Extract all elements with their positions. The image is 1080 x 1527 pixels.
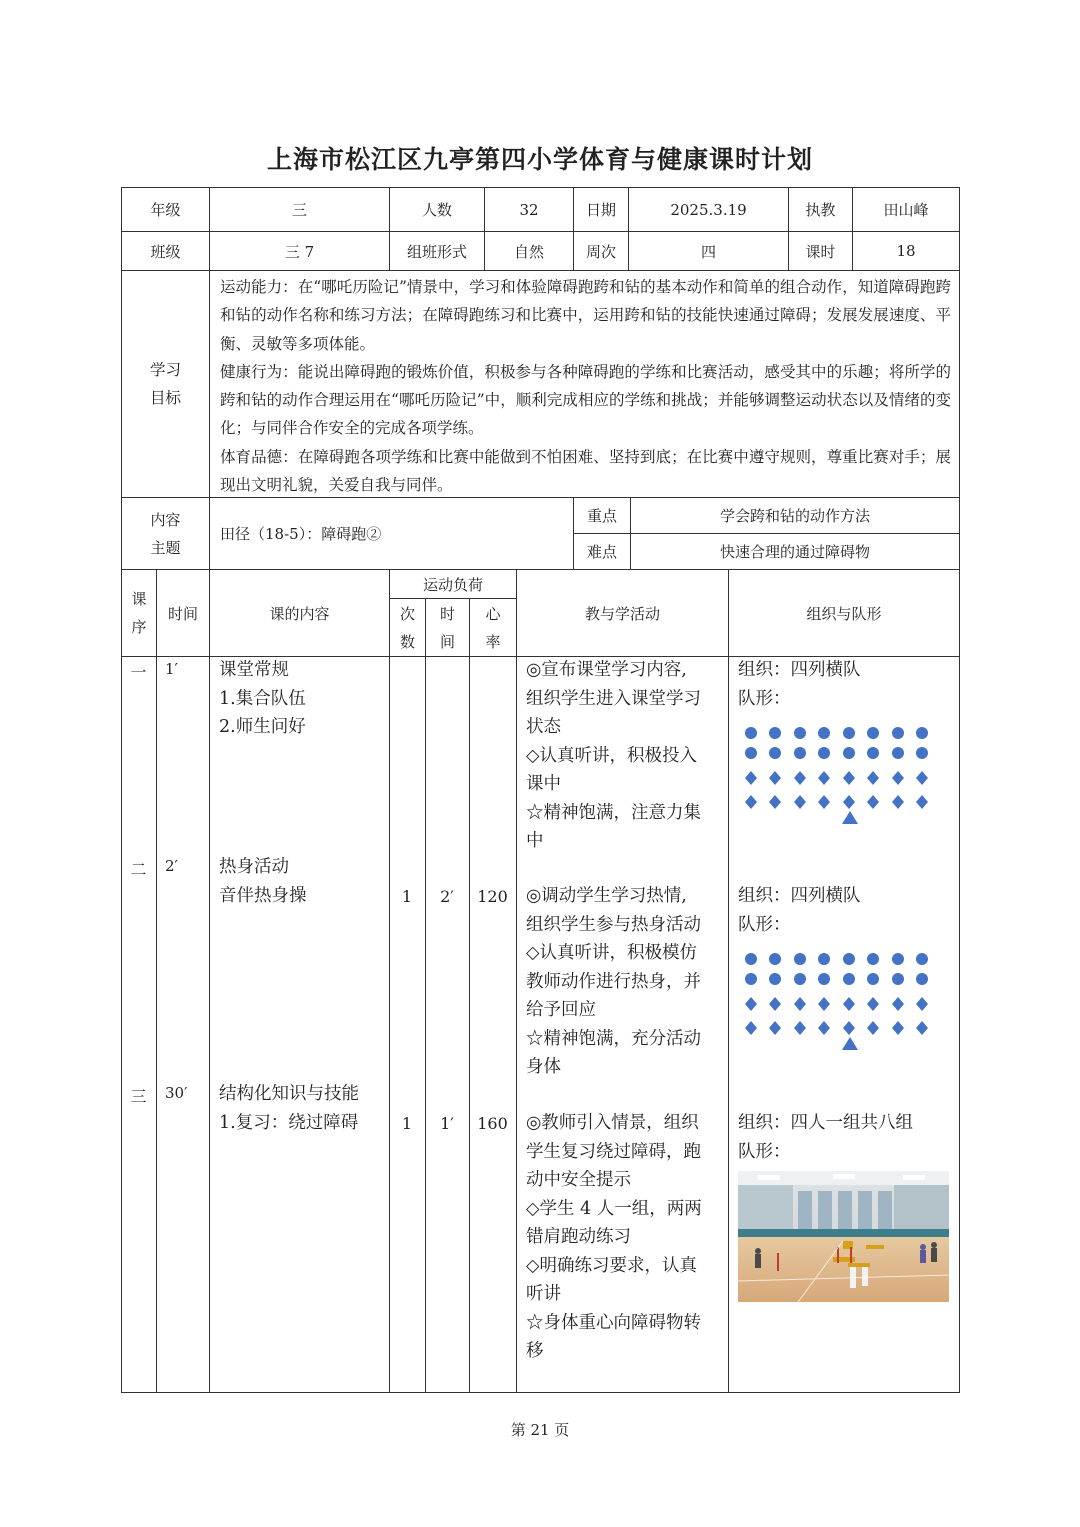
formation-marker	[769, 747, 781, 759]
difficulty-label: 难点	[573, 533, 630, 569]
section-3-seq: 三	[130, 1087, 147, 1106]
formation-marker	[794, 997, 806, 1011]
formation-marker	[769, 727, 781, 739]
formation-diagram-1	[741, 722, 941, 842]
topic-value: 田径（18-5）：障碍跑②	[209, 497, 573, 569]
formation-marker	[769, 771, 781, 785]
key-point-value: 学会跨和钻的动作方法	[630, 497, 960, 533]
formation-marker	[745, 953, 757, 965]
formation-marker	[818, 771, 830, 785]
section-2-time: 2′	[165, 857, 178, 875]
formation-marker	[818, 747, 830, 759]
section-3-activities: ◎教师引入情景，组织 学生复习绕过障碍，跑 动中安全提示 ◇学生 4 人一组，两两 错肩跑动练习 ◇明确练习要求，认真 听讲 ☆身体重心向障碍物转 移	[526, 1113, 702, 1361]
formation-marker	[794, 747, 806, 759]
formation-marker	[916, 973, 928, 985]
formation-marker	[794, 727, 806, 739]
teacher-value: 田山峰	[852, 187, 960, 231]
formation-marker	[745, 997, 757, 1011]
body-heart-col	[469, 656, 516, 1393]
week-value: 四	[628, 231, 788, 270]
formation-marker	[745, 973, 757, 985]
class-label: 班级	[121, 231, 209, 270]
section-3-duration: 1′	[440, 1114, 454, 1133]
formation-marker	[892, 953, 904, 965]
formation-marker	[916, 727, 928, 739]
body-seq-col	[121, 656, 156, 1393]
lesson-label: 课时	[788, 231, 852, 270]
formation-marker	[745, 771, 757, 785]
formation-marker	[843, 771, 855, 785]
objectives-text	[209, 270, 960, 497]
objective-motor: 运动能力：在“哪吒历险记”情景中，学习和体验障碍跑跨和钻的基本动作和简单的组合动作，知道障碍跑跨和钻的动作名称和练习方法；在障碍跑练习和比赛中，运用跨和钻的技能快速通过障碍；发展发展速度、平衡、灵敏等多项体能。	[220, 278, 951, 353]
formation-marker	[867, 727, 879, 739]
formation-marker	[818, 795, 830, 809]
section-1-content: 课堂常规 1.集合队伍 2.师生问好	[219, 660, 306, 737]
formation-marker	[867, 973, 879, 985]
section-3-count: 1	[401, 1114, 413, 1133]
section-3-content: 结构化知识与技能 1.复习：绕过障碍	[219, 1084, 359, 1133]
formation-marker	[794, 953, 806, 965]
class-value: 三 7	[209, 231, 389, 270]
section-2-seq: 二	[130, 860, 147, 879]
section-3-heart: 160	[477, 1114, 508, 1133]
grade-value: 三	[209, 187, 389, 231]
formation-marker	[892, 1021, 904, 1035]
formation-marker	[892, 727, 904, 739]
formation-marker	[769, 997, 781, 1011]
formation-marker	[794, 1021, 806, 1035]
formation-marker	[745, 1021, 757, 1035]
count-value: 32	[484, 187, 573, 231]
form-label: 组班形式	[389, 231, 484, 270]
week-label: 周次	[573, 231, 628, 270]
plan-grid	[121, 187, 960, 1393]
header-seq: 课 序	[121, 569, 156, 656]
date-value: 2025.3.19	[628, 187, 788, 231]
formation-marker	[916, 1021, 928, 1035]
teacher-marker	[842, 811, 858, 824]
header-count: 次 数	[389, 598, 425, 656]
page-title: 上海市松江区九亭第四小学体育与健康课时计划	[266, 145, 813, 174]
formation-marker	[892, 747, 904, 759]
formation-marker	[916, 953, 928, 965]
section-2-heart: 120	[477, 887, 508, 906]
teacher-marker	[842, 1037, 858, 1050]
formation-marker	[916, 997, 928, 1011]
topic-label: 内容 主题	[121, 497, 209, 569]
formation-marker	[892, 997, 904, 1011]
section-1-org: 组织：四列横队 队形：	[738, 660, 861, 709]
header-content: 课的内容	[209, 569, 389, 656]
formation-marker	[867, 795, 879, 809]
objectives-label: 学习 目标	[121, 270, 209, 497]
formation-marker	[769, 795, 781, 809]
section-1-seq: 一	[130, 663, 147, 682]
form-value: 自然	[484, 231, 573, 270]
page-number: 第 21 页	[510, 1421, 570, 1439]
formation-marker	[867, 1021, 879, 1035]
header-heart-rate: 心 率	[469, 598, 516, 656]
formation-marker	[867, 771, 879, 785]
section-3-org: 组织：四人一组共八组 队形：	[738, 1113, 913, 1162]
formation-diagram-2	[741, 948, 941, 1068]
formation-marker	[916, 747, 928, 759]
header-activity: 教与学活动	[516, 569, 728, 656]
formation-marker	[867, 953, 879, 965]
formation-marker	[867, 747, 879, 759]
objective-health: 健康行为：能说出障碍跑的锻炼价值，积极参与各种障碍跑的学练和比赛活动，感受其中的乐趣；将所学的跨和钻的动作合理运用在“哪吒历险记”中，顺利完成相应的学练和挑战；并能够调整运动状态以及情绪的变化；与同伴合作安全的完成各项学练。	[220, 362, 951, 438]
formation-marker	[843, 795, 855, 809]
gym-photo	[738, 1171, 949, 1302]
formation-marker	[745, 727, 757, 739]
header-load: 运动负荷	[389, 569, 516, 598]
section-3-time: 30′	[165, 1084, 188, 1102]
section-2-count: 1	[401, 887, 413, 906]
formation-marker	[818, 727, 830, 739]
formation-marker	[843, 747, 855, 759]
formation-marker	[916, 795, 928, 809]
key-point-label: 重点	[573, 497, 630, 533]
formation-marker	[892, 771, 904, 785]
header-duration: 时 间	[425, 598, 469, 656]
objective-ethics: 体育品德：在障碍跑各项学练和比赛中能做到不怕困难、坚持到底；在比赛中遵守规则，尊重比赛对手；展现出文明礼貌，关爱自我与同伴。	[220, 447, 951, 495]
formation-marker	[818, 997, 830, 1011]
formation-marker	[892, 795, 904, 809]
grade-label: 年级	[121, 187, 209, 231]
section-2-content: 热身活动 音伴热身操	[219, 857, 307, 906]
formation-marker	[769, 1021, 781, 1035]
body-time-col	[156, 656, 209, 1393]
formation-marker	[867, 997, 879, 1011]
formation-marker	[843, 997, 855, 1011]
lesson-value: 18	[852, 231, 960, 270]
formation-marker	[916, 771, 928, 785]
formation-marker	[818, 973, 830, 985]
formation-marker	[843, 953, 855, 965]
section-2-duration: 2′	[440, 887, 454, 906]
formation-marker	[843, 973, 855, 985]
section-2-activities: ◎调动学生学习热情, 组织学生参与热身活动 ◇认真听讲，积极模仿 教师动作进行热身，并 给予回应 ☆精神饱满，充分活动 身体	[526, 886, 701, 1077]
formation-marker	[745, 747, 757, 759]
body-content-col	[209, 656, 389, 1393]
formation-marker	[818, 953, 830, 965]
count-label: 人数	[389, 187, 484, 231]
formation-marker	[843, 727, 855, 739]
formation-marker	[794, 973, 806, 985]
formation-marker	[769, 973, 781, 985]
date-label: 日期	[573, 187, 628, 231]
section-1-activities: ◎宣布课堂学习内容, 组织学生进入课堂学习 状态 ◇认真听讲，积极投入 课中 ☆精神饱满，注意力集 中	[526, 660, 701, 851]
formation-marker	[892, 973, 904, 985]
section-2-org: 组织：四列横队 队形：	[738, 886, 861, 935]
body-count-col	[389, 656, 425, 1393]
formation-marker	[794, 795, 806, 809]
body-duration-col	[425, 656, 469, 1393]
formation-marker	[818, 1021, 830, 1035]
teacher-label: 执教	[788, 187, 852, 231]
formation-marker	[745, 795, 757, 809]
formation-marker	[794, 771, 806, 785]
section-1-time: 1′	[165, 660, 178, 678]
difficulty-value: 快速合理的通过障碍物	[630, 533, 960, 569]
formation-marker	[843, 1021, 855, 1035]
header-org: 组织与队形	[728, 569, 960, 656]
formation-marker	[769, 953, 781, 965]
header-time: 时间	[156, 569, 209, 656]
